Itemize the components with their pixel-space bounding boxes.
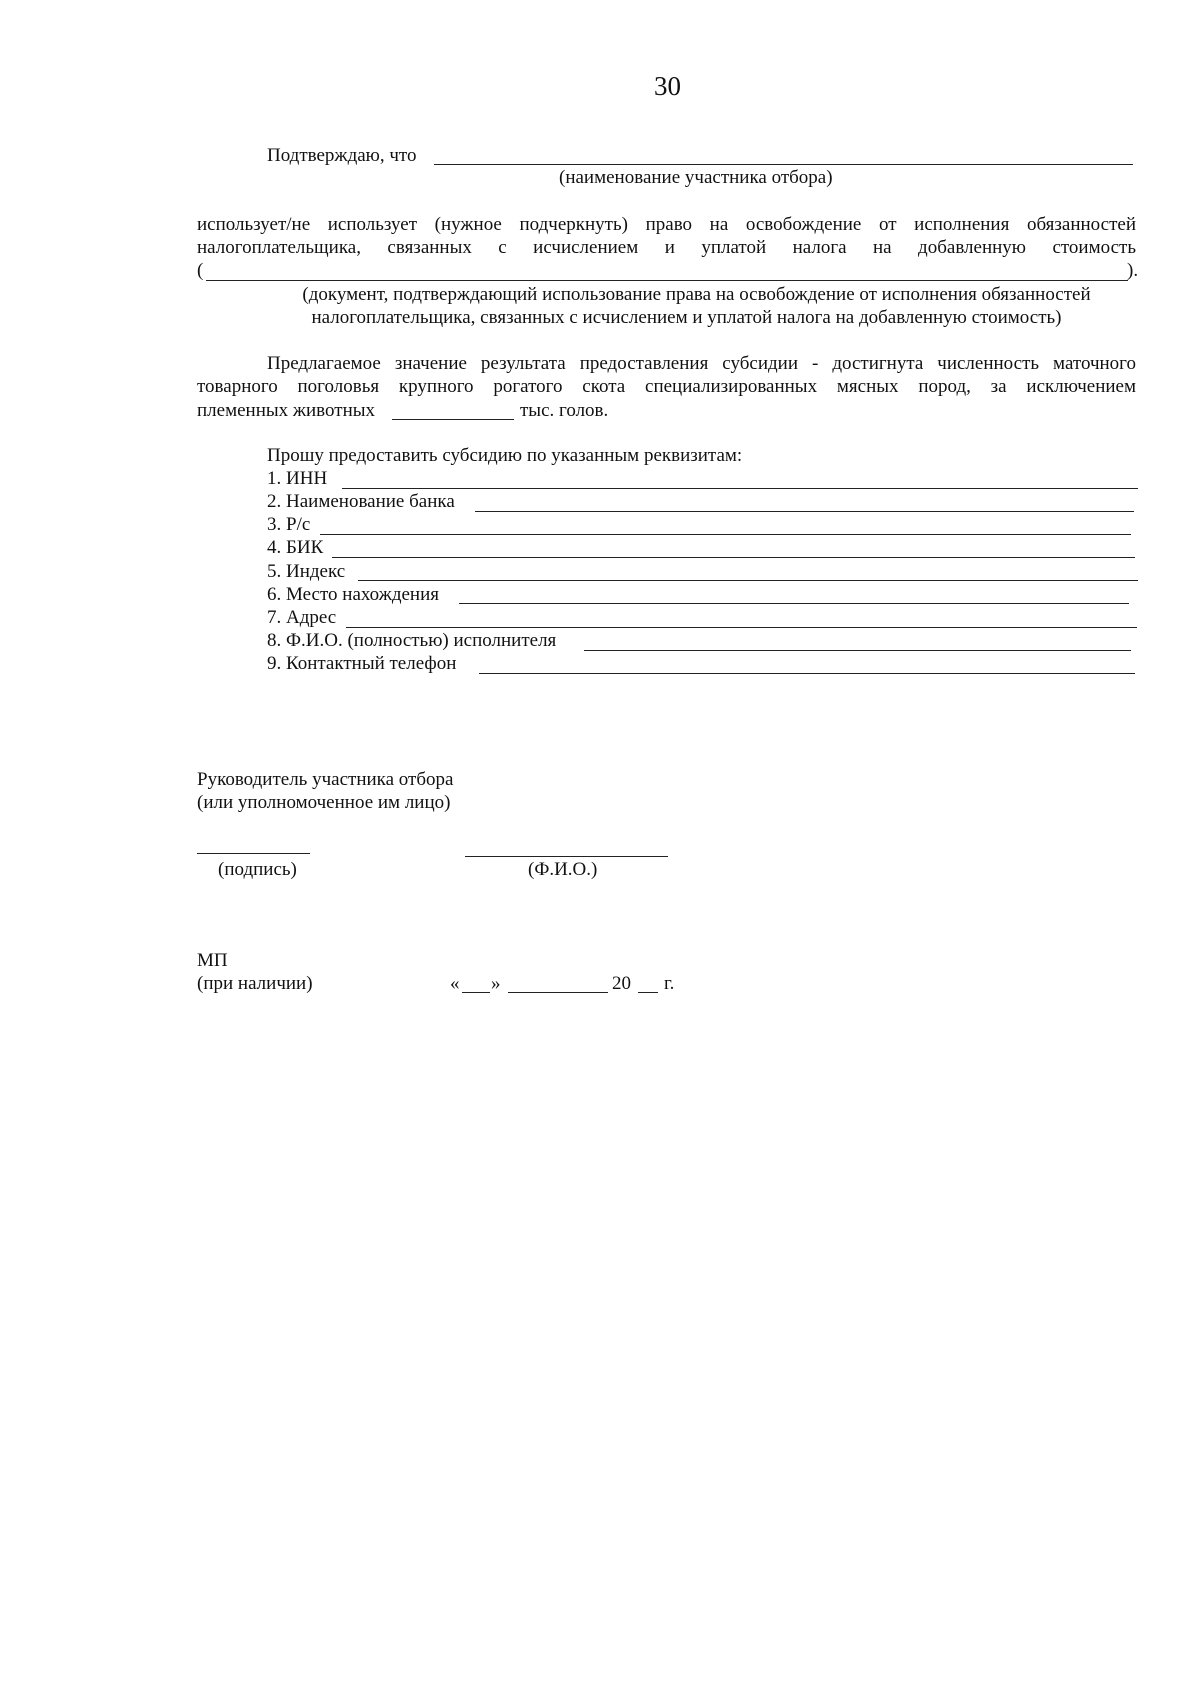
phone-field[interactable] [479,673,1135,674]
detail-label-postcode: 5. Индекс [267,561,346,582]
detail-label-inn: 1. ИНН [267,468,328,489]
signatory-title-line-1: Руководитель участника отбора [197,769,454,790]
details-intro: Прошу предоставить субсидию по указанным реквизитам: [267,445,743,466]
full-name-caption: (Ф.И.О.) [528,859,598,880]
result-line-3-suffix: тыс. голов. [520,400,609,421]
result-line-3-prefix: племенных животных [197,400,376,421]
detail-label-phone: 9. Контактный телефон [267,653,457,674]
close-paren: ). [1127,260,1139,281]
document-caption-line-1: (документ, подтверждающий использование права на освобождение от исполнения обязанностей [302,284,1091,305]
date-year-field[interactable] [638,992,658,993]
result-line-1: Предлагаемое значение результата предоставления субсидии - достигнута численность маточного [267,353,1136,374]
detail-label-executor: 8. Ф.И.О. (полностью) исполнителя [267,630,557,651]
participant-name-field[interactable] [434,164,1133,165]
stamp-note: (при наличии) [197,973,313,994]
detail-label-address: 7. Адрес [267,607,337,628]
date-year-suffix: г. [664,973,675,994]
account-field[interactable] [320,534,1131,535]
exemption-document-field[interactable] [206,280,1128,281]
inn-field[interactable] [342,488,1138,489]
date-day-field[interactable] [462,992,490,993]
stamp-label: МП [197,950,228,971]
date-open-quote: « [450,973,460,994]
livestock-count-field[interactable] [392,419,514,420]
executor-name-field[interactable] [584,650,1131,651]
date-close-quote: » [491,973,501,994]
signatory-title-line-2: (или уполномоченное им лицо) [197,792,451,813]
page-number: 30 [654,71,681,101]
document-caption-line-2: налогоплательщика, связанных с исчислением и уплатой налога на добавленную стоимость) [311,307,1062,328]
result-line-2: товарного поголовья крупного рогатого скота специализированных мясных пород, за исключением [197,376,1136,397]
postcode-field[interactable] [358,580,1138,581]
detail-label-bank-name: 2. Наименование банка [267,491,455,512]
location-field[interactable] [459,603,1129,604]
bik-field[interactable] [332,557,1135,558]
signature-field[interactable] [197,853,310,854]
detail-label-location: 6. Место нахождения [267,584,439,605]
address-field[interactable] [346,627,1137,628]
detail-label-bik: 4. БИК [267,537,324,558]
date-year-prefix: 20 [612,973,631,994]
signature-caption: (подпись) [218,859,297,880]
uses-line-2: налогоплательщика, связанных с исчислением и уплатой налога на добавленную стоимость [197,237,1136,258]
uses-line-1: использует/не использует (нужное подчеркнуть) право на освобождение от исполнения обязанностей [197,214,1136,235]
open-paren: ( [197,260,204,281]
date-month-field[interactable] [508,992,608,993]
participant-name-caption: (наименование участника отбора) [559,167,833,188]
full-name-field[interactable] [465,856,668,857]
bank-name-field[interactable] [475,511,1134,512]
confirm-label: Подтверждаю, что [267,145,417,166]
detail-label-account: 3. Р/с [267,514,311,535]
